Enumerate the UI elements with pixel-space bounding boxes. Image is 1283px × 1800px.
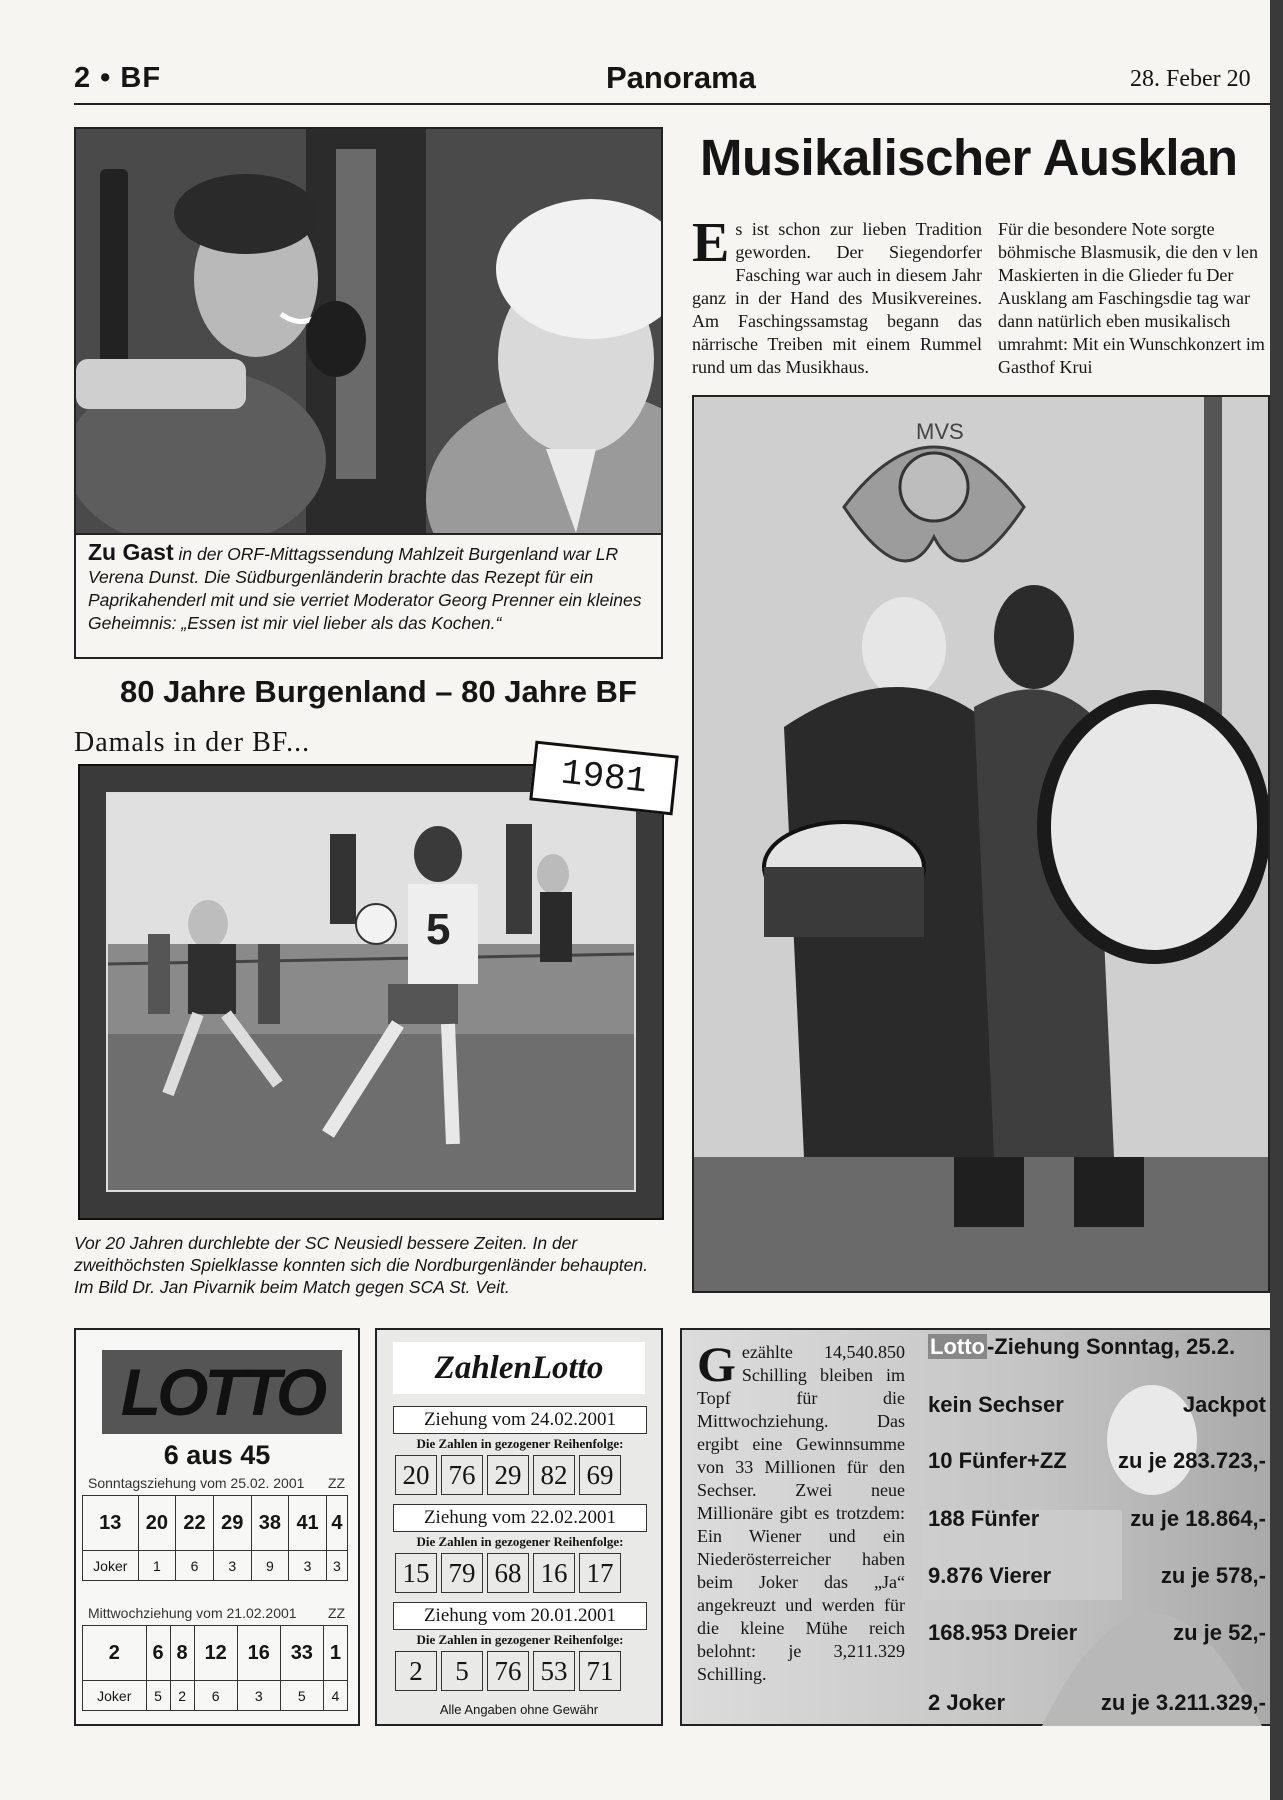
wednesday-number: 2	[83, 1626, 147, 1681]
football-photo	[106, 792, 636, 1192]
wednesday-number: 12	[194, 1626, 237, 1681]
ziehung-row-label: 9.876 Vierer	[928, 1563, 1052, 1588]
caption-lead: Zu Gast	[88, 539, 174, 565]
ziehung-row-label: 188 Fünfer	[928, 1506, 1040, 1531]
draw-note: Die Zahlen in gezogener Reihenfolge:	[416, 1534, 624, 1549]
ziehung-title	[928, 1334, 1235, 1360]
wednesday-joker-digit: 2	[170, 1681, 194, 1711]
zahlenlotto-logo: ZahlenLotto	[393, 1342, 645, 1394]
sunday-draw-label: Sonntagsziehung vom 25.02. 2001	[88, 1475, 305, 1491]
joker-label: Joker	[83, 1551, 139, 1581]
zahlenlotto-box	[375, 1328, 663, 1726]
ziehung-row-value: zu je 52,-	[1173, 1620, 1266, 1645]
carnival-illustration	[694, 397, 1270, 1293]
sunday-zusatzzahl: 4	[326, 1496, 347, 1551]
page-label: 2 • BF	[74, 62, 162, 94]
wednesday-number: 16	[237, 1626, 280, 1681]
lotto-story-text: ezählte 14,540.850 Schilling bleiben im Topf für die Mittwochziehung. Das ergibt eine Gewinnsumme von 33 Millionen für den Sechser. Zwei neue Millionäre gibt es trotzdem: Ein Wiener und ein Niederösterreicher haben beim Joker das „Ja“ angekreuzt und werden für die kleine Mühe reich belohnt: je 3,211.329 Schilling.	[697, 1342, 905, 1684]
sunday-number: 22	[176, 1496, 214, 1551]
sunday-joker-digit: 3	[289, 1551, 327, 1581]
ziehung-row-value: zu je 3.211.329,-	[1100, 1690, 1266, 1715]
draw-number: 2	[395, 1651, 437, 1691]
radio-photo-box	[74, 127, 663, 659]
radio-studio-photo	[76, 129, 661, 533]
wednesday-zusatzzahl: 1	[323, 1626, 347, 1681]
jersey-number: 5	[426, 905, 451, 954]
draw-number: 16	[533, 1553, 575, 1593]
draw-number: 76	[441, 1455, 483, 1495]
wednesday-joker-digit: 6	[194, 1681, 237, 1711]
wednesday-number: 33	[280, 1626, 323, 1681]
zahlenlotto-draw-1	[393, 1406, 647, 1495]
zahlenlotto-disclaimer: Alle Angaben ohne Gewähr	[439, 1702, 599, 1717]
sunday-joker-digit: 9	[251, 1551, 289, 1581]
draw-number: 82	[533, 1455, 575, 1495]
wednesday-joker-digit: 4	[323, 1681, 347, 1711]
wednesday-joker-digit: 5	[146, 1681, 170, 1711]
article-col2-text: Für die besondere Note sorgte böhmische Blasmusik, die den v len Maskierten in die Glieder fu Der Ausklang am Faschingsdie tag war dann natürlich eben musikalisch umrahmt: Mit ein Wunschkonzert im Gasthof Krui	[998, 219, 1265, 377]
ziehung-row	[928, 1506, 1266, 1532]
article-column-2	[998, 218, 1270, 379]
sunday-number: 41	[289, 1496, 327, 1551]
ziehung-row-value: zu je 578,-	[1160, 1563, 1266, 1588]
ziehung-title-lotto: Lotto	[930, 1334, 985, 1359]
year-tag: 1981	[529, 741, 678, 816]
draw-date: Ziehung vom 22.02.2001	[393, 1504, 647, 1532]
issue-date: 28. Feber 20	[1130, 66, 1251, 92]
sunday-numbers-table	[82, 1495, 348, 1581]
ziehung-row	[928, 1620, 1266, 1646]
draw-date: Ziehung vom 24.02.2001	[393, 1406, 647, 1434]
lotto-story	[697, 1336, 905, 1686]
article-col1-text: s ist schon zur lieben Tradition geworden. Der Siegendorfer Fasching war auch in diesem Jahr ganz in der Hand des Musikvereines. Am Faschingssamstag begann das närrische Treiben mit einem Rummel rund um das Musikhaus.	[692, 219, 982, 377]
lotto-box	[74, 1328, 360, 1726]
wednesday-number: 8	[170, 1626, 194, 1681]
wednesday-numbers-table	[82, 1625, 348, 1711]
draw-number: 79	[441, 1553, 483, 1593]
wednesday-zz-label: ZZ	[328, 1605, 346, 1621]
ziehung-row-label: 10 Fünfer+ZZ	[928, 1448, 1067, 1473]
article-headline: Musikalischer Ausklan	[700, 129, 1238, 186]
header-rule	[74, 103, 1283, 105]
caption-text: in der ORF-Mittagssendung Mahlzeit Burgenland war LR Verena Dunst. Die Südburgenländerin brachte das Rezept für ein Paprikahenderl mit und sie verriet Moderator Georg Prenner ein kleines Geheimnis: „Essen ist mir viel lieber als das Kochen.“	[88, 544, 642, 633]
ziehung-row-value: zu je 283.723,-	[1118, 1448, 1266, 1473]
wednesday-number: 6	[146, 1626, 170, 1681]
sunday-joker-digit: 3	[213, 1551, 251, 1581]
lotto-story-dropcap: G	[697, 1336, 736, 1392]
draw-note: Die Zahlen in gezogener Reihenfolge:	[416, 1436, 624, 1451]
article-dropcap: E	[692, 212, 730, 274]
draw-number: 5	[441, 1651, 483, 1691]
ziehung-row	[928, 1448, 1266, 1474]
ziehung-row-label: 168.953 Dreier	[928, 1620, 1078, 1645]
article-column-1	[692, 212, 982, 379]
ziehung-row	[928, 1563, 1266, 1589]
draw-date: Ziehung vom 20.01.2001	[393, 1602, 647, 1630]
draw-number: 69	[579, 1455, 621, 1495]
draw-number: 68	[487, 1553, 529, 1593]
sunday-number: 38	[251, 1496, 289, 1551]
sunday-zz-label: ZZ	[328, 1475, 346, 1491]
ziehung-row	[928, 1690, 1266, 1716]
draw-number: 15	[395, 1553, 437, 1593]
radio-studio-illustration	[76, 129, 661, 533]
sunday-number: 13	[83, 1496, 139, 1551]
ziehung-row	[928, 1392, 1266, 1418]
lotto-logo: LOTTO	[102, 1350, 342, 1434]
anniversary-subheading: Damals in der BF...	[74, 727, 311, 758]
draw-number: 20	[395, 1455, 437, 1495]
carnival-photo	[692, 395, 1270, 1293]
wednesday-joker-digit: 5	[280, 1681, 323, 1711]
ziehung-row-label: 2 Joker	[928, 1690, 1006, 1715]
sunday-joker-digit: 1	[138, 1551, 176, 1581]
ziehung-title-rest: -Ziehung Sonntag, 25.2.	[986, 1334, 1236, 1359]
ziehung-row-value: zu je 18.864,-	[1130, 1506, 1266, 1531]
draw-note: Die Zahlen in gezogener Reihenfolge:	[416, 1632, 624, 1647]
wednesday-draw-label: Mittwochziehung vom 21.02.2001	[88, 1605, 297, 1621]
sunday-number: 20	[138, 1496, 176, 1551]
draw-number: 17	[579, 1553, 621, 1593]
draw-number: 71	[579, 1651, 621, 1691]
draw-number: 76	[487, 1651, 529, 1691]
football-photo-frame	[78, 764, 664, 1220]
football-illustration	[108, 794, 634, 1190]
sign-lettering: MVS	[916, 419, 964, 444]
anniversary-heading: 80 Jahre Burgenland – 80 Jahre BF	[120, 674, 637, 709]
draw-number: 29	[487, 1455, 529, 1495]
section-title: Panorama	[606, 60, 756, 95]
sunday-joker-digit: 6	[176, 1551, 214, 1581]
football-caption: Vor 20 Jahren durchlebte der SC Neusiedl bessere Zeiten. In der zweithöchsten Spielklasse konnten sich die Nordburgenländer behaupten. Im Bild Dr. Jan Pivarnik beim Match gegen SCA St. Veit.	[74, 1233, 648, 1297]
radio-photo-caption	[88, 541, 648, 635]
wednesday-joker-digit: 3	[237, 1681, 280, 1711]
zahlenlotto-draw-2	[393, 1504, 647, 1593]
zahlenlotto-draw-3	[393, 1602, 647, 1691]
sunday-number: 29	[213, 1496, 251, 1551]
caption-divider	[76, 533, 661, 535]
ziehung-row-label: kein Sechser	[928, 1392, 1064, 1417]
sunday-joker-digit: 3	[326, 1551, 347, 1581]
ziehung-row-value: Jackpot	[1182, 1392, 1266, 1417]
joker-label: Joker	[83, 1681, 147, 1711]
draw-number: 53	[533, 1651, 575, 1691]
lotto-game-title: 6 aus 45	[163, 1440, 271, 1470]
